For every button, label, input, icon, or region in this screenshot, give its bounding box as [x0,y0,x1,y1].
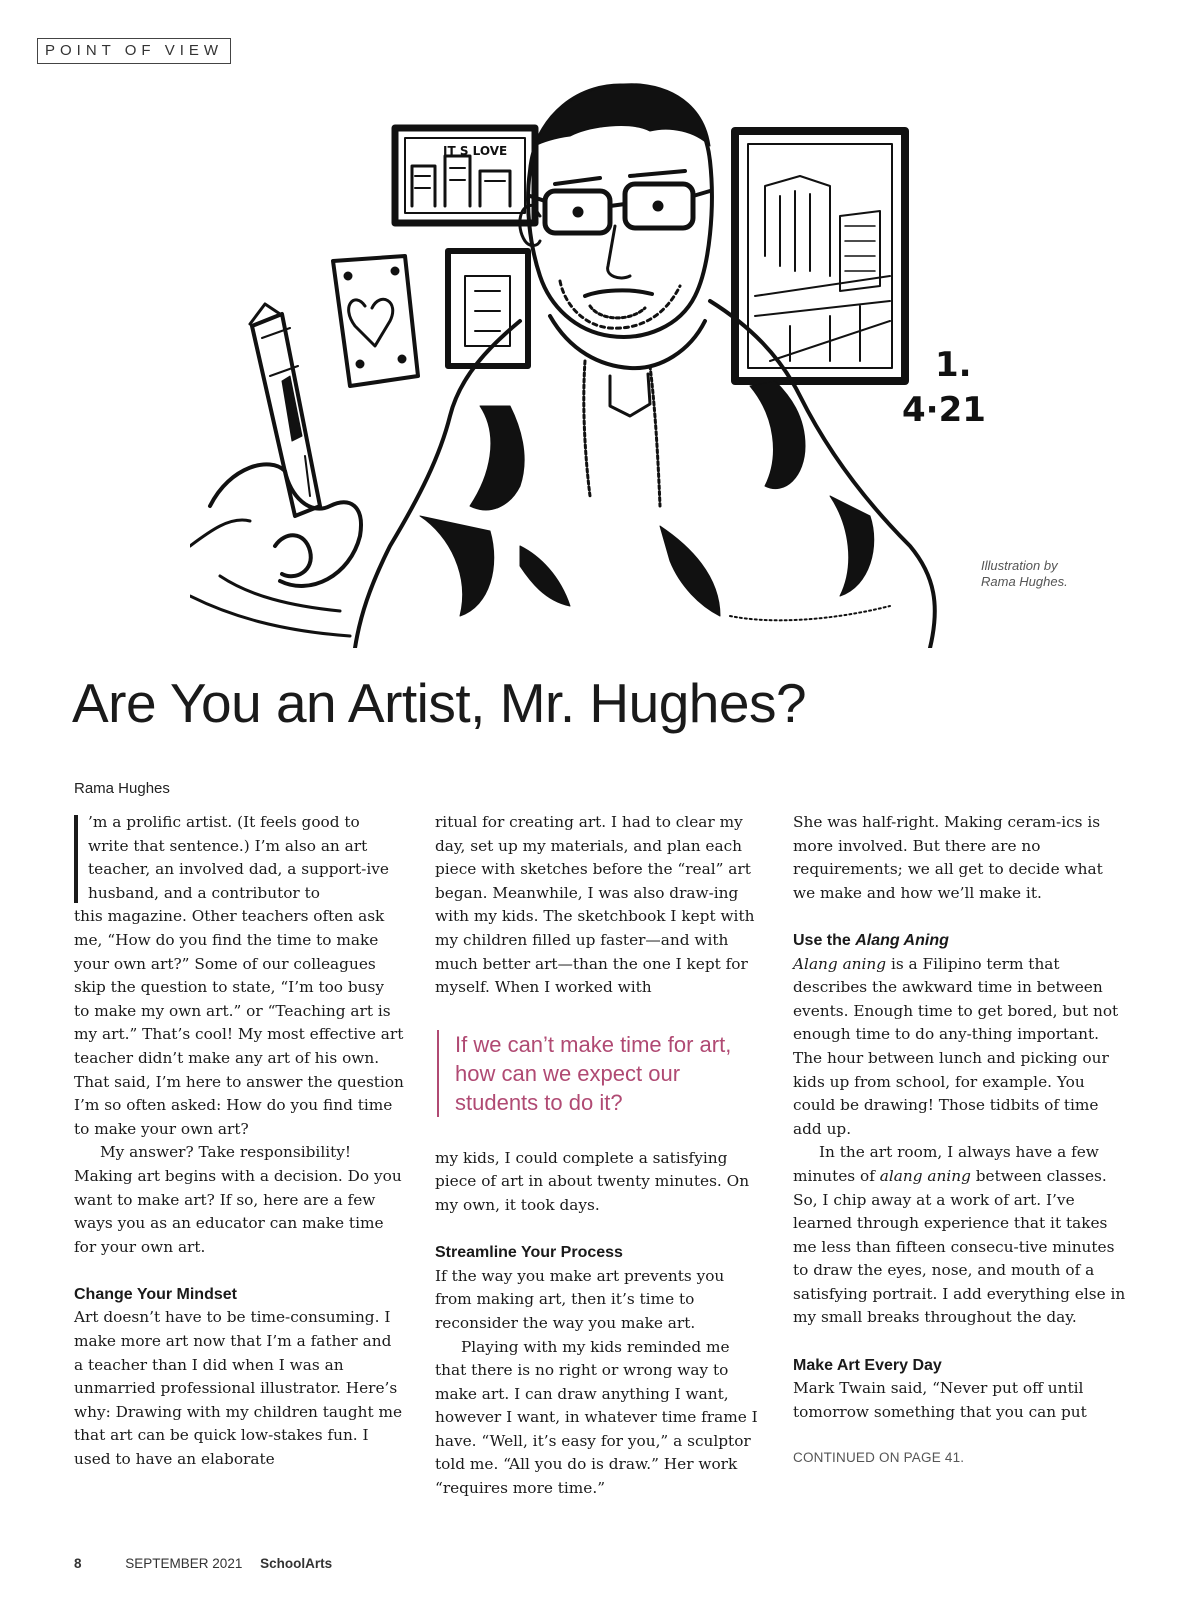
article-headline: Are You an Artist, Mr. Hughes? [72,672,807,734]
issue-date: SEPTEMBER 2021 [125,1556,243,1571]
paragraph-intro-hang: ’m a prolific artist. (It feels good to write that sentence.) I’m also an art teacher, an involved dad, a support-ive husband, and a contributor to [88,813,389,902]
caption-line-2: Rama Hughes. [981,574,1068,589]
hoodie [355,301,935,648]
paragraph-streamline: If the way you make art prevents you from making art, then it’s time to reconsider the way you make art. [435,1266,725,1332]
paragraph-ritual: ritual for creating art. I had to clear my day, set up my materials, and plan each piece with sketches before the “real” art began. Meanwhile, I was also draw-ing with my kids. The sketchbook I kept with my children filled up faster—and with much better art—than the one I kept for myself. When I worked with [435,813,755,997]
portrait-illustration [190,76,1020,648]
subheading-change-mindset: Change Your Mindset [74,1285,237,1303]
paragraph-kids: my kids, I could complete a satisfying piece of art in about twenty minutes. On my own, it took days. [435,1148,750,1214]
paragraph-alang-aning: Alang aning is a Filipino term that describes the awkward time in between events. Enough time to get bored, but not enough time to do any-thing important. The hour between lunch and picking our kids up from school, for example. You could be drawing! Those tidbits of time add up. [793,954,1119,1138]
subheading-streamline: Streamline Your Process [435,1244,623,1262]
date-line-2: 4·21 [902,390,986,430]
paragraph-answer: My answer? Take responsibility! Making art begins with a decision. Do you want to make art? If so, here are a few ways you as an educator can make time for your own art. [74,1143,402,1256]
paragraph-mark-twain: Mark Twain said, “Never put off until tomorrow something that you can put [793,1379,1087,1421]
article-column-1 [74,811,404,1472]
page-number: 8 [74,1556,82,1571]
subheading-alang-aning: Use the Alang Aning [793,931,949,949]
framed-picture-small [395,128,535,223]
drop-cap-paragraph [74,811,404,905]
frame-text: IT S LOVE [443,144,508,158]
caption-line-1: Illustration by [981,558,1058,573]
portrait-drawing [190,76,1020,648]
hand [190,464,361,586]
article-column-3 [793,811,1128,1470]
pull-quote: If we can’t make time for art, how can we expect our students to do it? [437,1030,765,1117]
paragraph-mindset: Art doesn’t have to be time-consuming. I make more art now that I’m a father and a teacher than I did when I was an unmarried professional illustrator. Here’s why: Drawing with my children taught me that art can be quick low-stakes fun. I used to have an elaborate [74,1308,403,1469]
byline: Rama Hughes [74,780,170,797]
paragraph-half-right: She was half-right. Making ceram-ics is more involved. But there are no requirements; we all get to decide what we make and how we’ll make it. [793,813,1103,902]
date-line-1: 1. [935,345,972,385]
continued-note: CONTINUED ON PAGE 41. [793,1450,965,1466]
section-tag: POINT OF VIEW [37,38,231,64]
paragraph-playing: Playing with my kids reminded me that there is no right or wrong way to make art. I can draw anything I want, however I want, in whatever time frame I have. “Well, it’s easy for you,” a sculptor told me. “All you do is draw.” Her work “requires more time.” [435,1337,758,1498]
paragraph-intro-rest: this magazine. Other teachers often ask me, “How do you find the time to make your own art?” Some of our colleagues skip the question to state, “I’m too busy to make my own art.” or “Teaching art is my art.” That’s cool! My most effective art teacher didn’t make any art of his own. That said, I’m here to answer the question I’m so often asked: How do you find time to make your own art? [74,907,404,1138]
article-column-2 [435,811,765,1501]
head [520,84,712,337]
subheading-make-art-every-day: Make Art Every Day [793,1356,942,1374]
illustration-caption [981,558,1101,590]
page-footer [74,1556,332,1571]
pen [250,304,320,516]
paragraph-art-room: In the art room, I always have a few minutes of alang aning between classes. So, I chip away at a work of art. I’ve learned through experience that it takes me less than fifteen consecu-tive minutes to draw the eyes, nose, and mouth of a satisfying portrait. I add everything else in my small breaks throughout the day. [793,1143,1126,1327]
magazine-name: SchoolArts [260,1556,333,1571]
drop-cap-i [74,815,78,903]
heart-card [333,256,418,386]
